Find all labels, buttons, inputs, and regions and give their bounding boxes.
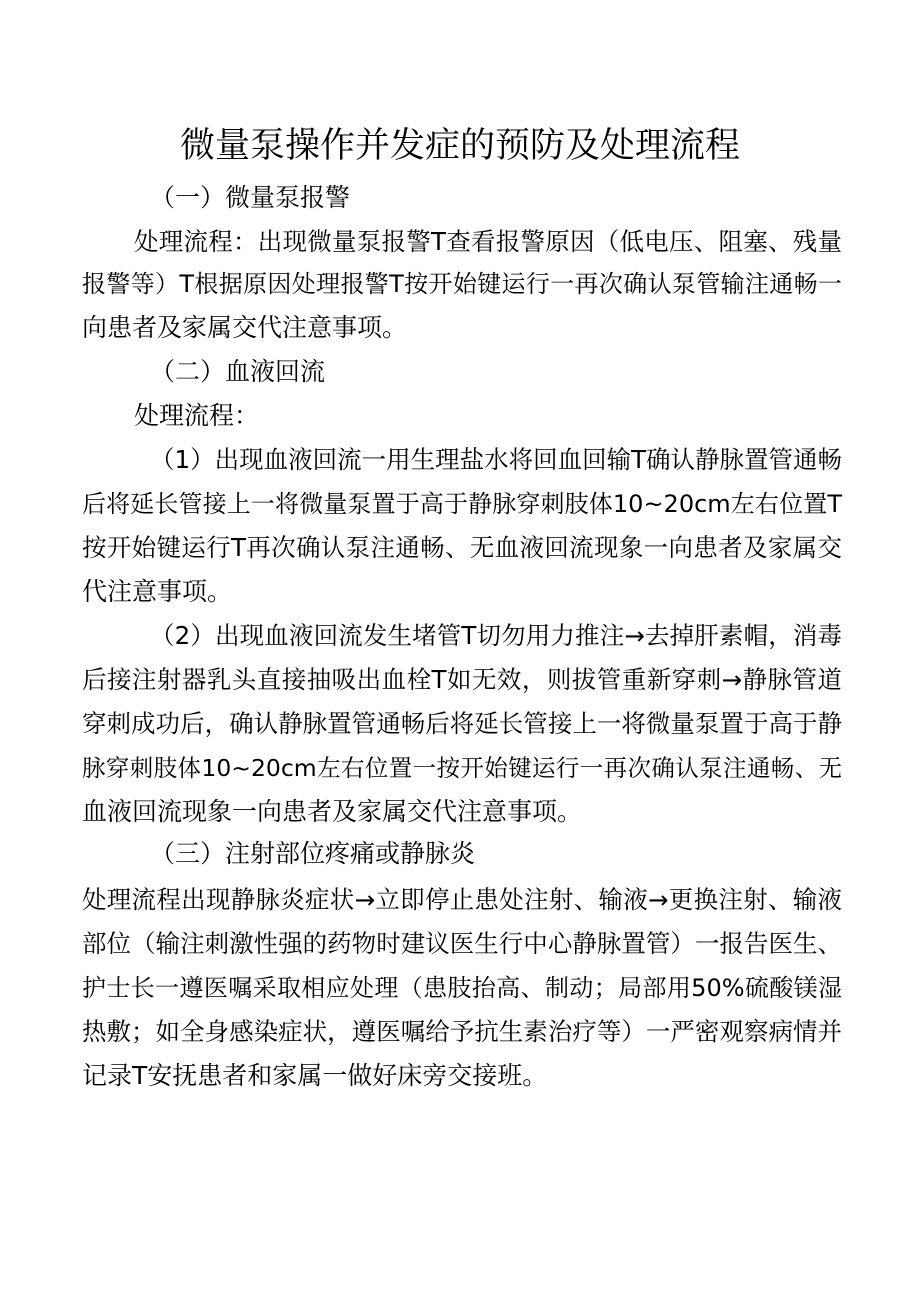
- paragraph-line: 部位（输注刺激性强的药物时建议医生行中心静脉置管）一报告医生、: [82, 929, 842, 958]
- paragraph-line: 向患者及家属交代注意事项。: [82, 313, 408, 342]
- paragraph-line: （2）出现血液回流发生堵管T切勿用力推注→去掉肝素帽，消毒: [150, 621, 842, 650]
- paragraph-line: 按开始键运行T再次确认泵注通畅、无血液回流现象一向患者及家属交: [82, 533, 842, 562]
- paragraph-line: 记录T安抚患者和家属一做好床旁交接班。: [82, 1061, 548, 1090]
- paragraph-line: 后将延长管接上一将微量泵置于高于静脉穿刺肢体10~20cm左右位置T: [82, 490, 842, 518]
- paragraph-line: 护士长一遵医嘱采取相应处理（患肢抬高、制动；局部用50%硫酸镁湿: [82, 974, 842, 1002]
- paragraph-line: 穿刺成功后，确认静脉置管通畅后将延长管接上一将微量泵置于高于静: [82, 709, 842, 738]
- paragraph-line: 脉穿刺肢体10~20cm左右位置一按开始键运行一再次确认泵注通畅、无: [82, 754, 842, 782]
- paragraph-line: 处理流程出现静脉炎症状→立即停止患处注射、输液→更换注射、输液: [82, 885, 842, 914]
- paragraph-line: （1）出现血液回流一用生理盐水将回血回输T确认静脉置管通畅: [150, 445, 843, 474]
- section-heading-3: （三）注射部位疼痛或静脉炎: [150, 839, 476, 868]
- paragraph-line: 血液回流现象一向患者及家属交代注意事项。: [82, 797, 583, 826]
- section-heading-2: （二）血液回流: [150, 357, 326, 386]
- paragraph-line: 处理流程：出现微量泵报警T查看报警原因（低电压、阻塞、残量: [134, 227, 842, 256]
- paragraph-line: 热敷；如全身感染症状，遵医嘱给予抗生素治疗等）一严密观察病情并: [82, 1017, 842, 1046]
- section-heading-1: （一）微量泵报警: [150, 183, 351, 212]
- paragraph-line: 后接注射器乳头直接抽吸出血栓T如无效，则拔管重新穿刺→静脉管道: [82, 665, 842, 694]
- paragraph-line: 报警等）T根据原因处理报警T按开始键运行一再次确认泵管输注通畅一: [82, 270, 842, 298]
- paragraph-line: 代注意事项。: [82, 577, 233, 606]
- paragraph-line: 处理流程：: [134, 401, 260, 430]
- document-title: 微量泵操作并发症的预防及处理流程: [179, 126, 740, 166]
